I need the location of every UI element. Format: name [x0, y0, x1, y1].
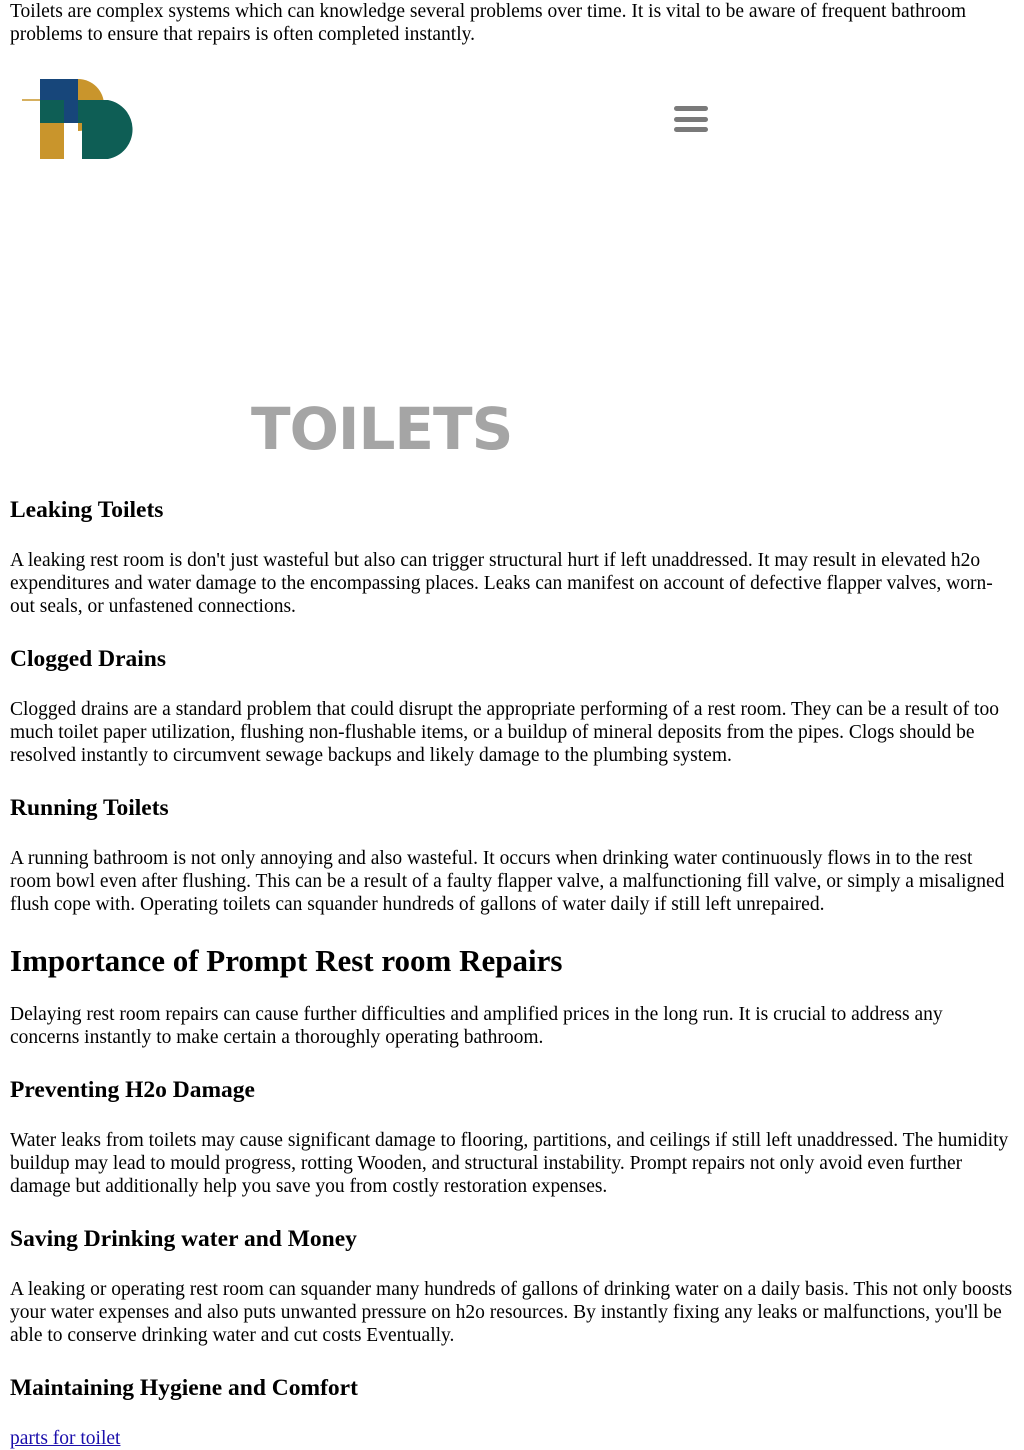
subsection-heading: Maintaining Hygiene and Comfort — [10, 1375, 358, 1401]
logo-gold-stem — [40, 123, 64, 159]
logo-overlap — [64, 100, 78, 123]
subsection-heading: Saving Drinking water and Money — [10, 1226, 357, 1252]
section-paragraph: A running bathroom is not only annoying and also wasteful. It occurs when drinking water continuously flows in to the rest room bowl even after flushing. This can be a result of a faulty flapper valve, a malfunctioning fill valve, or simply a misaligned flush cope with. Operating toilets can squander hundreds of gallons of water daily if still left unrepaired. — [10, 848, 1005, 915]
menu-bar-bottom — [674, 127, 708, 132]
page-title: TOILETS — [251, 395, 513, 463]
subsection-paragraph: Water leaks from toilets may cause significant damage to flooring, partitions, and ceilings if still left unaddressed. The humidity buildup may lead to mould progress, rotting Wooden, and structural instability. Prompt repairs not only avoid even further damage but additionally help you save you from costly restoration expenses. — [10, 1130, 1009, 1197]
article-body — [10, 496, 1014, 1450]
menu-bar-top — [674, 106, 708, 111]
section-heading: Running Toilets — [10, 795, 169, 821]
importance-paragraph: Delaying rest room repairs can cause further difficulties and amplified prices in the long run. It is crucial to address any concerns instantly to make certain a thoroughly operating bathroom. — [10, 1004, 943, 1048]
importance-heading: Importance of Prompt Rest room Repairs — [10, 943, 563, 978]
subsection-heading: Preventing H2o Damage — [10, 1077, 255, 1103]
menu-bar-middle — [674, 117, 708, 122]
section-paragraph: Clogged drains are a standard problem that could disrupt the appropriate performing of a rest room. They can be a result of too much toilet paper utilization, flushing non-flushable items, or a buildup of mineral deposits from the pipes. Clogs should be resolved instantly to circumvent sewage backups and likely damage to the plumbing system. — [10, 699, 999, 766]
subsection-paragraph: A leaking or operating rest room can squander many hundreds of gallons of drinking water on a daily basis. This not only boosts your water expenses and also puts unwanted pressure on h2o resources. By instantly fixing any leaks or malfunctions, you'll be able to conserve drinking water and cut costs Eventually. — [10, 1279, 1013, 1346]
intro-paragraph: Toilets are complex systems which can knowledge several problems over time. It is vital to be aware of frequent bathroom problems to ensure that repairs is often completed instantly. — [10, 1, 967, 45]
brand-logo[interactable] — [22, 78, 142, 160]
section-paragraph: A leaking rest room is don't just wasteful but also can trigger structural hurt if left unaddressed. It may result in elevated h2o expenditures and water damage to the encompassing places. Leaks can manifest on account of defective flapper valves, worn-out seals, or unfastened connections. — [10, 550, 993, 617]
parts-for-toilet-link[interactable]: parts for toilet — [10, 1428, 121, 1449]
site-header — [0, 70, 1024, 170]
section-heading: Leaking Toilets — [10, 497, 164, 523]
section-heading: Clogged Drains — [10, 646, 167, 672]
hamburger-menu-icon[interactable] — [674, 106, 712, 132]
